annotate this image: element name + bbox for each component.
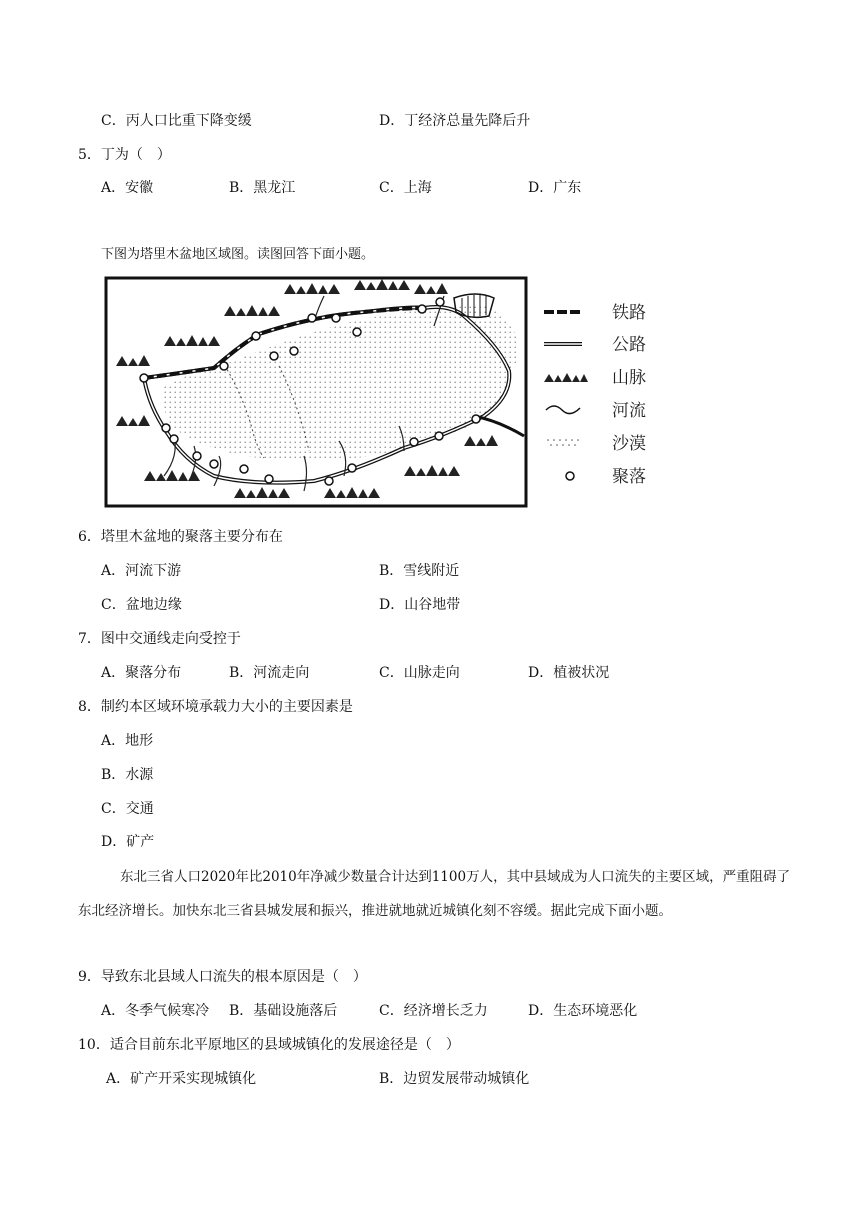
q5-option-a: A．安徽: [101, 180, 154, 196]
q4-option-d: D．丁经济总量先降后升: [379, 113, 531, 129]
q6-option-a: A．河流下游: [101, 563, 182, 579]
tarim-basin-map: [104, 276, 660, 512]
q4-option-c: C．丙人口比重下降变缓: [101, 113, 252, 129]
q6-option-c: C．盆地边缘: [101, 597, 182, 613]
legend-highway-label: 公路: [612, 335, 646, 355]
legend-river-label: 河流: [612, 401, 646, 421]
q7-stem: 7．图中交通线走向受控于: [78, 631, 241, 647]
q6-stem: 6．塔里木盆地的聚落主要分布在: [78, 529, 283, 545]
map-intro: 下图为塔里木盆地区域图。读图回答下面小题。: [101, 247, 375, 262]
legend-desert-label: 沙漠: [612, 434, 646, 454]
legend-settlement-symbol: [566, 472, 574, 480]
legend-mountain-symbol: [544, 373, 588, 382]
q9-option-c: C．经济增长乏力: [379, 1003, 488, 1019]
q10-option-a: A．矿产开采实现城镇化: [106, 1071, 257, 1087]
q9-stem: 9．导致东北县域人口流失的根本原因是（ ）: [78, 969, 367, 985]
q7-option-a: A．聚落分布: [101, 665, 182, 681]
passage-paragraph: 东北三省人口2020年比2010年净减少数量合计达到1100万人，其中县域成为人口流失的主要区域，严重阻碍了东北经济增长。加快东北三省县城发展和振兴，推进就地就近城镇化刻不容缓。据此完成下面小题。: [78, 869, 791, 919]
q9-option-d: D．生态环境恶化: [528, 1003, 638, 1019]
legend-mountains-label: 山脉: [612, 368, 646, 388]
q5-option-b: B．黑龙江: [229, 180, 296, 196]
legend-settlement-label: 聚落: [612, 467, 646, 487]
q5-stem: 5．丁为（ ）: [78, 147, 171, 163]
legend-railway-label: 铁路: [612, 303, 646, 323]
q9-option-b: B．基础设施落后: [229, 1003, 338, 1019]
q5-option-d: D．广东: [528, 180, 582, 196]
q7-option-b: B．河流走向: [229, 665, 310, 681]
legend-desert-symbol: [547, 439, 579, 446]
q8-option-c: C．交通: [101, 801, 154, 817]
q7-option-d: D．植被状况: [528, 665, 610, 681]
q8-option-a: A．地形: [101, 733, 154, 749]
q5-option-c: C．上海: [379, 180, 432, 196]
q10-option-b: B．边贸发展带动城镇化: [379, 1071, 530, 1087]
legend-river-symbol: [546, 406, 580, 414]
q8-option-b: B．水源: [101, 767, 154, 783]
q8-stem: 8．制约本区域环境承载力大小的主要因素是: [78, 699, 353, 715]
q6-option-d: D．山谷地带: [379, 597, 461, 613]
q7-option-c: C．山脉走向: [379, 665, 460, 681]
q10-stem: 10．适合目前东北平原地区的县域城镇化的发展途径是（ ）: [78, 1037, 460, 1053]
q6-option-b: B．雪线附近: [379, 563, 460, 579]
legend: [544, 303, 646, 487]
q9-option-a: A．冬季气候寒冷: [101, 1003, 210, 1019]
q8-option-d: D．矿产: [101, 834, 155, 850]
